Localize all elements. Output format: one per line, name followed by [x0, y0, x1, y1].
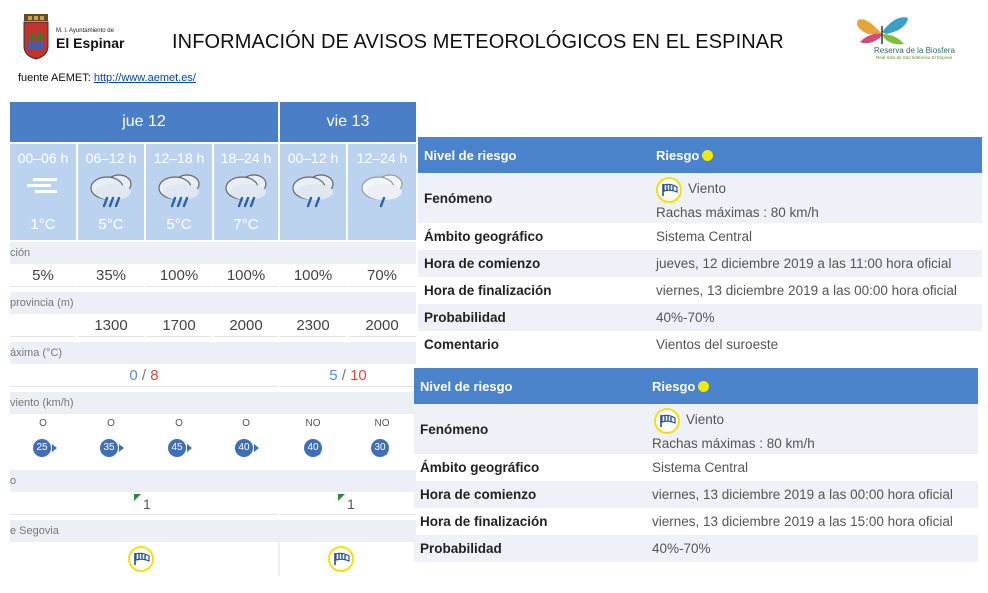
period-label: 12–18 h: [153, 150, 205, 166]
precip-cell: 100%: [214, 265, 278, 287]
alert-value: 40%-70%: [652, 541, 711, 556]
row-label-warnings: e Segovia: [10, 520, 416, 542]
alert-row-probabilidad: [418, 304, 982, 331]
alert-value-detail: Rachas máximas : 80 km/h: [652, 436, 815, 451]
risk-label: Riesgo: [652, 379, 696, 394]
alert-header-risk: [656, 148, 713, 163]
period-2: [146, 144, 212, 240]
day-header-vie: vie 13: [280, 102, 416, 142]
wind-warning-icon[interactable]: [128, 546, 154, 572]
logo-small-text: M. I. Ayuntamiento de: [56, 28, 114, 34]
alert-key: Hora de finalización: [420, 514, 548, 529]
alert-value: 40%-70%: [656, 310, 715, 325]
risk-label: Riesgo: [656, 148, 700, 163]
period-temp: 5°C: [98, 216, 124, 233]
alert-header: [418, 137, 982, 173]
cloud-light-rain-icon: [356, 170, 408, 210]
uv-value: 1: [347, 496, 355, 512]
period-label: 12–24 h: [356, 150, 408, 166]
coat-of-arms-icon: [22, 14, 50, 60]
alert-key: Fenómeno: [424, 191, 493, 206]
alert-value: Sistema Central: [656, 229, 753, 244]
alert-row-comentario: [418, 331, 982, 358]
wind-warning-icon: [654, 408, 680, 434]
alert-key: Fenómeno: [420, 422, 489, 437]
alert-key: Probabilidad: [424, 310, 506, 325]
row-label-snow: provincia (m): [10, 292, 416, 314]
alert-key: Comentario: [424, 337, 500, 352]
alert-header-risk: [652, 379, 709, 394]
source-line: [18, 72, 196, 84]
wind-direction: NO: [374, 418, 390, 429]
period-4: [280, 144, 346, 240]
biosfera-name: Reserva de la Biosfera: [874, 46, 955, 55]
row-label-precip: ción: [10, 242, 416, 264]
alert-value: viernes, 13 diciembre 2019 a las 15:00 hora oficial: [652, 514, 953, 529]
alert-row-fenomeno: [414, 404, 978, 454]
divider: [278, 542, 280, 576]
alert-row-ambito: [418, 223, 982, 250]
wind-speed-badge: 45: [168, 439, 186, 457]
alert-value: Viento: [688, 181, 727, 196]
period-label: 18–24 h: [220, 150, 272, 166]
storm-rain-icon: [85, 170, 137, 210]
period-label: 00–06 h: [17, 150, 69, 166]
wind-speed-badge: 25: [33, 439, 51, 457]
temp-max: 8: [150, 367, 159, 384]
storm-rain-icon: [220, 170, 272, 210]
alert-table-1: [418, 137, 982, 359]
biosfera-subtitle: Real Sitio de San Ildefonso-El Espinar: [876, 55, 953, 60]
temp-range-jue: [10, 365, 278, 387]
wind-arrow-icon: [119, 444, 124, 452]
page-title: INFORMACIÓN DE AVISOS METEOROLÓGICOS EN EL ESPINAR: [172, 31, 784, 53]
alert-value-detail: Rachas máximas : 80 km/h: [656, 205, 819, 220]
source-label: fuente AEMET:: [18, 72, 94, 84]
yellow-risk-dot-icon: [702, 150, 713, 161]
alert-value: Sistema Central: [652, 460, 749, 475]
wind-direction: O: [107, 418, 115, 429]
alert-key: Hora de finalización: [424, 283, 552, 298]
alert-key: Hora de comienzo: [424, 256, 541, 271]
biosfera-logo: [852, 14, 962, 64]
alert-row-comienzo: [414, 481, 978, 508]
alert-value: viernes, 13 diciembre 2019 a las 00:00 hora oficial: [652, 487, 953, 502]
butterfly-icon: [852, 14, 912, 48]
alert-value: Viento: [686, 412, 725, 427]
row-label-temp: áxima (°C): [10, 342, 416, 364]
precip-cell: 35%: [78, 265, 144, 287]
alert-value: Vientos del suroeste: [656, 337, 779, 352]
snow-cell: 2300: [280, 315, 346, 337]
alert-value: viernes, 13 diciembre 2019 a las 00:00 hora oficial: [656, 283, 957, 298]
uv-value: 1: [143, 496, 151, 512]
snow-cell: 2000: [214, 315, 278, 337]
logo-big-text: El Espinar: [56, 35, 125, 51]
wind-speed-badge: 30: [371, 439, 389, 457]
alert-key: Probabilidad: [420, 541, 502, 556]
alert-key: Hora de comienzo: [420, 487, 537, 502]
alert-row-probabilidad: [414, 535, 978, 562]
alert-row-ambito: [414, 454, 978, 481]
wind-warning-icon[interactable]: [328, 546, 354, 572]
yellow-risk-dot-icon: [698, 381, 709, 392]
period-label: 06–12 h: [85, 150, 137, 166]
aemet-link[interactable]: http://www.aemet.es/: [93, 72, 196, 84]
alert-row-comienzo: [418, 250, 982, 277]
wind-speed-badge: 35: [100, 439, 118, 457]
alert-row-fenomeno: [418, 173, 982, 223]
temp-min: 0: [129, 367, 138, 384]
alert-key: Ámbito geográfico: [420, 460, 540, 475]
alert-value: jueves, 12 diciembre 2019 a las 11:00 hora oficial: [656, 256, 952, 271]
temp-range-vie: [280, 365, 416, 387]
snow-cell: 2000: [348, 315, 416, 337]
forecast-widget: [10, 102, 416, 578]
alert-row-finalizacion: [414, 508, 978, 535]
period-0: [10, 144, 76, 240]
wind-direction: O: [175, 418, 183, 429]
wind-arrow-icon: [187, 444, 192, 452]
period-1: [78, 144, 144, 240]
temp-separator: /: [337, 367, 351, 384]
wind-direction: O: [242, 418, 250, 429]
temp-max: 10: [350, 367, 367, 384]
row-label-wind: viento (km/h): [10, 392, 416, 414]
precip-cell: 100%: [280, 265, 346, 287]
snow-cell: 1700: [146, 315, 212, 337]
snow-cell: 1300: [78, 315, 144, 337]
day-header-jue: jue 12: [10, 102, 278, 142]
period-5: [348, 144, 416, 240]
row-label-uv: o: [10, 470, 416, 492]
cloud-rain-icon: [287, 170, 339, 210]
precip-cell: 5%: [10, 265, 76, 287]
period-label: 00–12 h: [287, 150, 339, 166]
period-3: [214, 144, 278, 240]
period-temp: 1°C: [30, 216, 56, 233]
precip-cell: 100%: [146, 265, 212, 287]
alert-header: [414, 368, 978, 404]
wind-arrow-icon: [52, 444, 57, 452]
wind-speed-badge: 40: [235, 439, 253, 457]
wind-arrow-icon: [254, 444, 259, 452]
uv-flag-icon: [134, 494, 141, 501]
storm-rain-icon: [153, 170, 205, 210]
fog-icon: [23, 170, 63, 200]
alert-row-finalizacion: [418, 277, 982, 304]
alert-table-2: [414, 368, 978, 564]
alert-header-level: Nivel de riesgo: [420, 379, 513, 394]
snow-cell: [10, 315, 76, 337]
ayuntamiento-logo: [20, 14, 125, 62]
period-temp: 5°C: [166, 216, 192, 233]
alert-key: Ámbito geográfico: [424, 229, 544, 244]
precip-cell: 70%: [348, 265, 416, 287]
temp-separator: /: [137, 367, 151, 384]
wind-warning-icon: [656, 177, 682, 203]
uv-flag-icon: [338, 494, 345, 501]
period-temp: 7°C: [233, 216, 259, 233]
wind-direction: NO: [305, 418, 321, 429]
temp-min: 5: [329, 367, 338, 384]
wind-speed-badge: 40: [304, 439, 322, 457]
alert-header-level: Nivel de riesgo: [424, 148, 517, 163]
wind-direction: O: [39, 418, 47, 429]
